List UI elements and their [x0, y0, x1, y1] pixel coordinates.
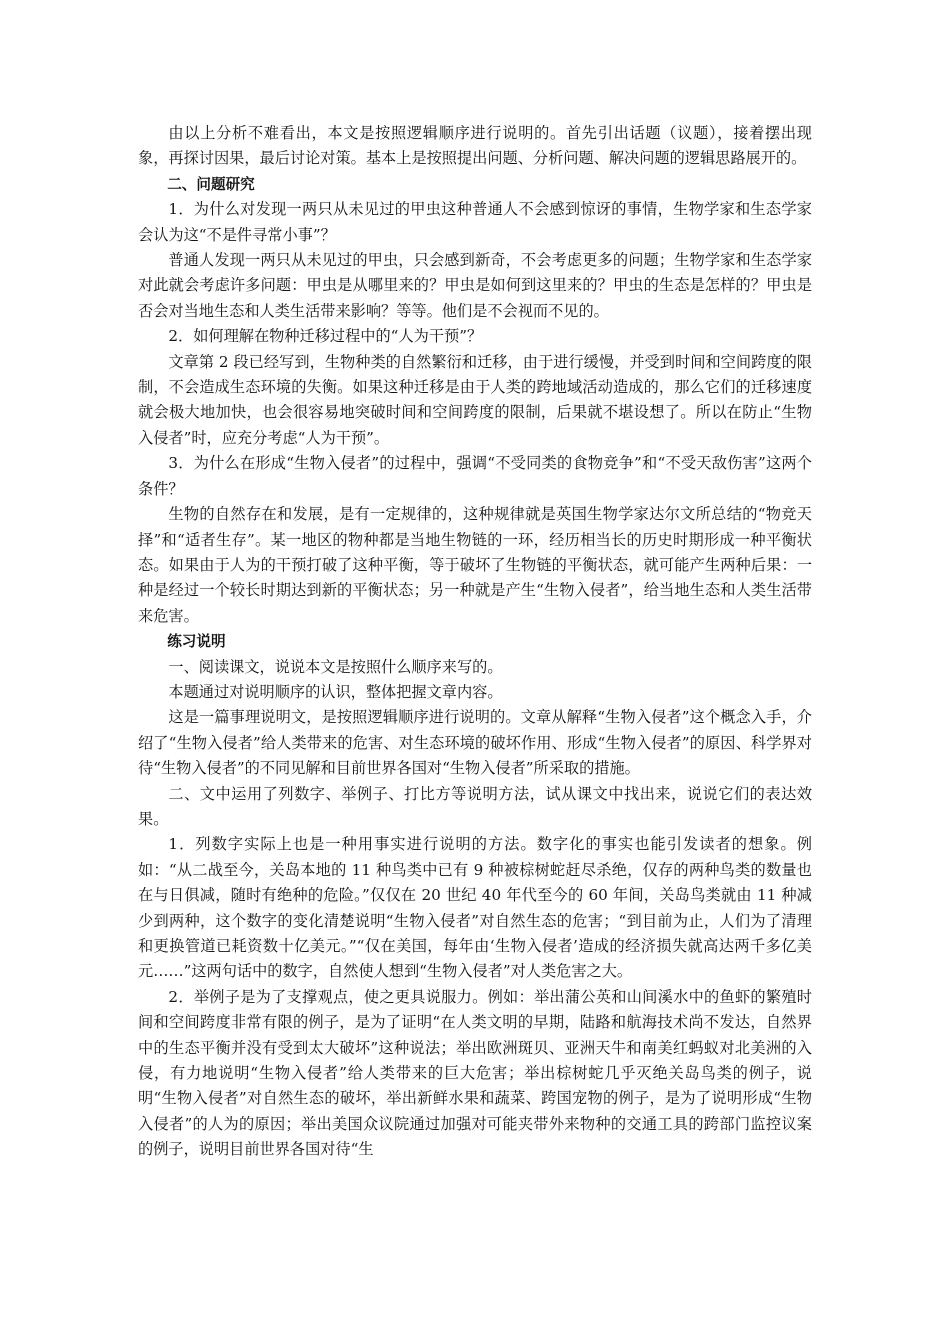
- question-2: 2．如何理解在物种迁移过程中的“人为干预”？: [168, 327, 483, 346]
- document-body: [138, 121, 812, 1163]
- exercise-2-prompt: 二、文中运用了列数字、举例子、打比方等说明方法，试从课文中找出来，说说它们的表达效果。: [138, 784, 812, 828]
- exercise-1-answer: 这是一篇事理说明文，是按照逻辑顺序进行说明的。文章从解释“生物入侵者”这个概念入手，介绍了“生物入侵者”给人类带来的危害、对生态环境的破坏作用、形成“生物入侵者”的原因、科学界对待“生物入侵者”的不同见解和目前世界各国对“生物入侵者”所采取的措施。: [138, 708, 812, 778]
- exercise-1-prompt: 一、阅读课文，说说本文是按照什么顺序来写的。: [168, 657, 503, 676]
- section-heading-exercise-notes: 练习说明: [167, 633, 226, 651]
- answer-1: 普通人发现一两只从未见过的甲虫，只会感到新奇，不会考虑更多的问题；生物学家和生态学家对此就会考虑许多问题：甲虫是从哪里来的？甲虫是如何到这里来的？甲虫的生态是怎样的？甲虫是否会对当地生态和人类生活带来影响？等等。他们是不会视而不见的。: [138, 251, 812, 320]
- answer-2: 文章第 2 段已经写到，生物种类的自然繁衍和迁移，由于进行缓慢，并受到时间和空间跨度的限制，不会造成生态环境的失衡。如果这种迁移是由于人类的跨地域活动造成的，那么它们的迁移速度就会极大地加快，也会很容易地突破时间和空间跨度的限制，后果就不堪设想了。所以在防止“生物入侵者”时，应充分考虑“人为干预”。: [138, 352, 812, 447]
- question-3: 3．为什么在形成“生物入侵者”的过程中，强调“不受同类的食物竞争”和“不受天敌伤害”这两个条件？: [138, 454, 812, 498]
- exercise-2-answer-examples: 2．举例子是为了支撑观点，使之更具说服力。例如：举出蒲公英和山间溪水中的鱼虾的繁殖时间和空间跨度非常有限的例子，是为了证明“在人类文明的早期，陆路和航海技术尚不发达，自然界中的生态平衡并没有受到太大破坏”这种说法；举出欧洲斑贝、亚洲天牛和南美红蚂蚁对北美洲的入侵，有力地说明“生物入侵者”给人类带来的巨大危害；举出棕树蛇几乎灭绝关岛鸟类的例子，说明“生物入侵者”对自然生态的破坏，举出新鲜水果和蔬菜、跨国宠物的例子，是为了说明形成“生物入侵者”的人为的原因；举出美国众议院通过加强对可能夹带外来物种的交通工具的跨部门监控议案的例子，说明目前世界各国对待“生: [138, 987, 812, 1159]
- paragraph-summary: 由以上分析不难看出，本文是按照逻辑顺序进行说明的。首先引出话题（议题），接着摆出现象，再探讨因果，最后讨论对策。基本上是按照提出问题、分析问题、解决问题的逻辑思路展开的。: [138, 124, 812, 168]
- section-heading-problem-research: 二、问题研究: [167, 175, 255, 193]
- exercise-2-answer-numbers: 1．列数字实际上也是一种用事实进行说明的方法。数字化的事实也能引发读者的想象。例如：“从二战至今，关岛本地的 11 种鸟类中已有 9 种被棕树蛇赶尽杀绝，仅存的两种鸟类的数量也在与日俱减，随时有绝种的危险。”仅仅在 20 世纪 40 年代至今的 60 年间，关岛鸟类就由 11 种减少到两种，这个数字的变化清楚说明“生物入侵者”对自然生态的危害；“到目前为止，人们为了清理和更换管道已耗资数十亿美元。”“仅在美国，每年由‘生物入侵者’造成的经济损失就高达两千多亿美元……”这两句话中的数字，自然使人想到“生物入侵者”对人类危害之大。: [138, 835, 812, 981]
- answer-3: 生物的自然存在和发展，是有一定规律的，这种规律就是英国生物学家达尔文所总结的“物竞天择”和“适者生存”。某一地区的物种都是当地生物链的一环，经历相当长的历史时期形成一种平衡状态。如果由于人为的干预打破了这种平衡，等于破坏了生物链的平衡状态，就可能产生两种后果：一种是经过一个较长时期达到新的平衡状态；另一种就是产生“生物入侵者”，给当地生态和人类生活带来危害。: [138, 505, 812, 625]
- exercise-1-intent: 本题通过对说明顺序的认识，整体把握文章内容。: [168, 682, 503, 701]
- question-1: 1．为什么对发现一两只从未见过的甲虫这种普通人不会感到惊讶的事情，生物学家和生态学家会认为这“不是件寻常小事”？: [138, 200, 812, 244]
